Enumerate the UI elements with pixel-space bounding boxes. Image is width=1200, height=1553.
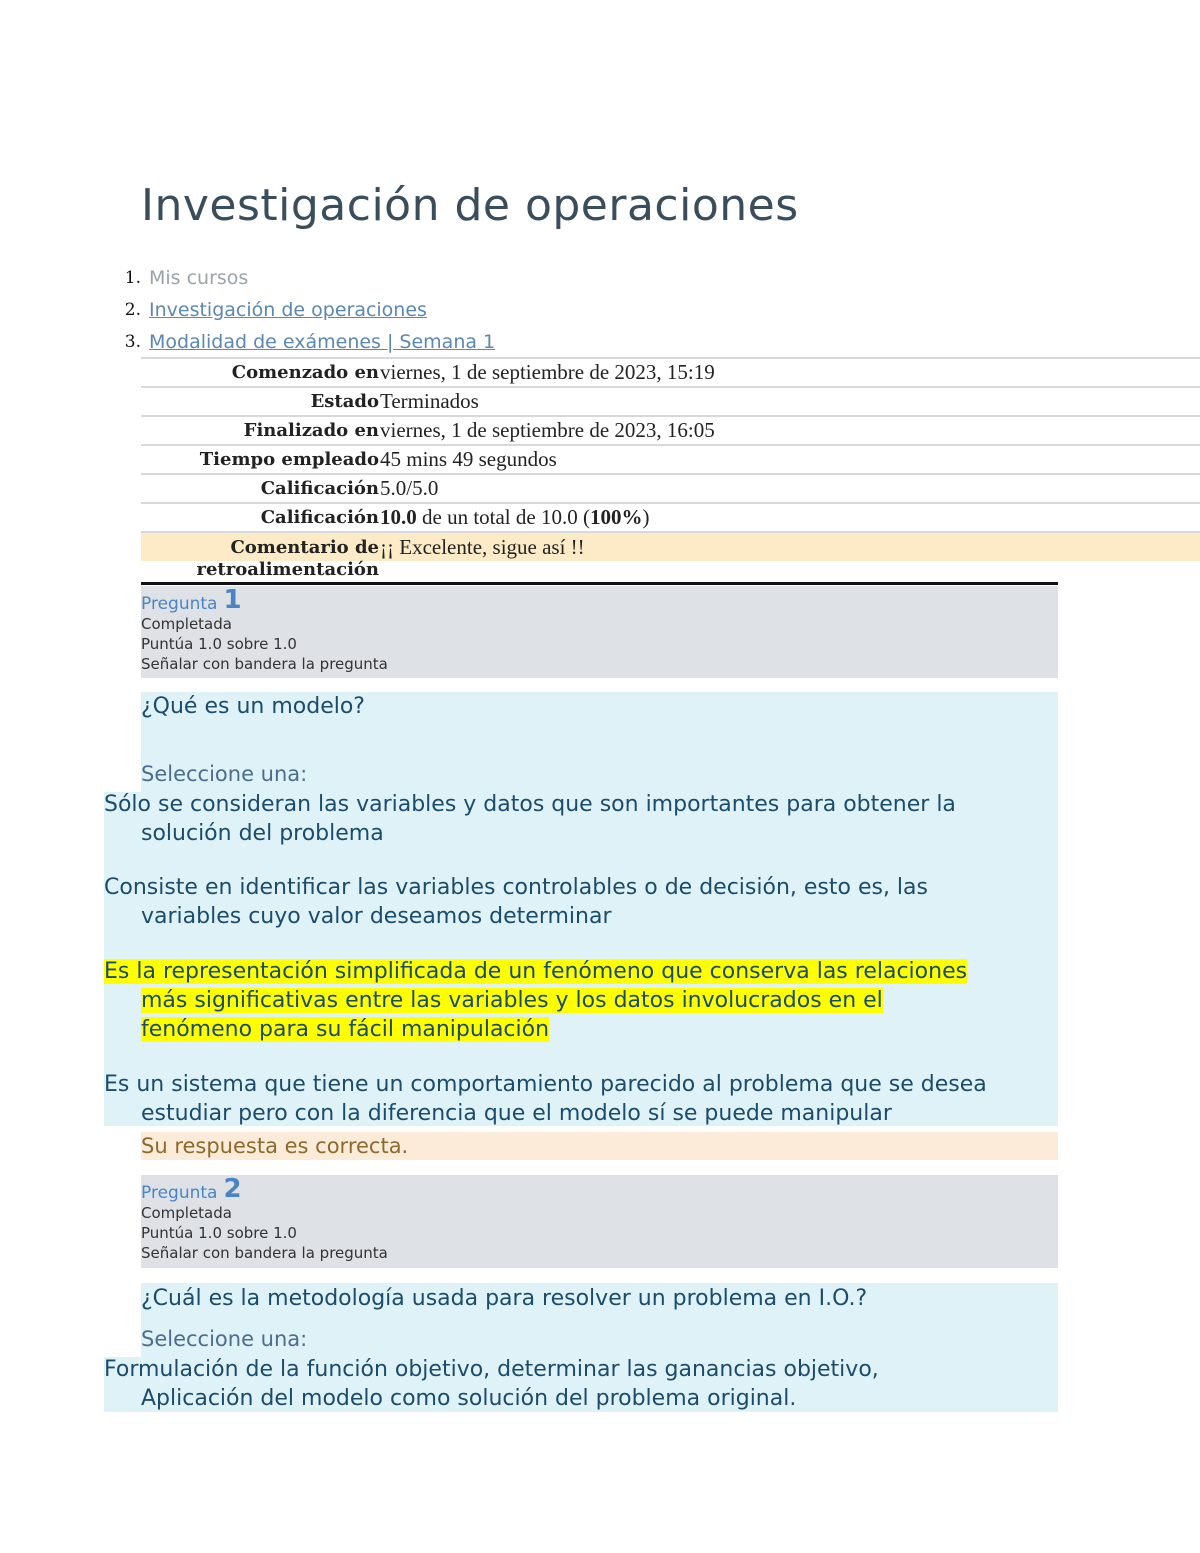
grade-value bbox=[379, 505, 649, 530]
summary-row-marks bbox=[141, 475, 1200, 504]
feedback-value: ¡¡ Excelente, sigue así !! bbox=[380, 534, 585, 559]
breadcrumb-item-exam[interactable] bbox=[71, 326, 495, 358]
grade-label: Calificación bbox=[260, 507, 379, 528]
select-one-label: Seleccione una: bbox=[141, 1327, 308, 1351]
question-text: ¿Cuál es la metodología usada para resolver un problema en I.O.? bbox=[141, 1286, 868, 1311]
question-status: Completada bbox=[141, 1204, 232, 1222]
answer-option-a[interactable] bbox=[104, 790, 956, 848]
answer-line-highlighted: más significativas entre las variables y los datos involucrados en el bbox=[141, 988, 883, 1013]
started-label: Comenzado en bbox=[231, 362, 379, 383]
answer-line-highlighted: fenómeno para su fácil manipulación bbox=[141, 1017, 550, 1042]
summary-row-state bbox=[141, 388, 1200, 417]
answer-line: solución del problema bbox=[141, 821, 384, 846]
answer-line-highlighted: Es la representación simplificada de un fenómeno que conserva las relaciones bbox=[104, 959, 968, 984]
question-score: Puntúa 1.0 sobre 1.0 bbox=[141, 635, 297, 653]
finished-label: Finalizado en bbox=[243, 420, 379, 441]
finished-value: viernes, 1 de septiembre de 2023, 16:05 bbox=[380, 418, 715, 442]
marks-label: Calificación bbox=[260, 478, 379, 499]
question-score: Puntúa 1.0 sobre 1.0 bbox=[141, 1224, 297, 1242]
summary-row-finished bbox=[141, 417, 1200, 446]
breadcrumb-link-my-courses[interactable]: Mis cursos bbox=[149, 267, 249, 289]
question-info-1 bbox=[141, 586, 1058, 678]
select-one-label: Seleccione una: bbox=[141, 762, 308, 786]
marks-value: 5.0/5.0 bbox=[380, 476, 439, 500]
question-number: 1 bbox=[223, 585, 242, 615]
breadcrumb bbox=[124, 262, 496, 358]
answer-line: Aplicación del modelo como solución del problema original. bbox=[141, 1386, 797, 1411]
answer-line: Sólo se consideran las variables y datos que son importantes para obtener la bbox=[104, 792, 956, 817]
grade-total: de un total de 10.0 ( bbox=[416, 505, 590, 529]
question-number: 2 bbox=[223, 1174, 242, 1204]
question-heading bbox=[141, 1175, 1058, 1203]
summary-row-grade bbox=[141, 504, 1200, 533]
breadcrumb-link-exam[interactable]: Modalidad de exámenes | Semana 1 bbox=[149, 331, 496, 353]
question-heading bbox=[141, 586, 1058, 614]
answer-line: estudiar pero con la diferencia que el modelo sí se puede manipular bbox=[141, 1101, 892, 1126]
feedback-label-line2: retroalimentación bbox=[196, 559, 379, 580]
flag-question-link[interactable]: Señalar con bandera la pregunta bbox=[141, 1244, 388, 1262]
page-title: Investigación de operaciones bbox=[141, 180, 799, 231]
answer-feedback: Su respuesta es correcta. bbox=[141, 1132, 1058, 1160]
answer-line: Consiste en identificar las variables controlables o de decisión, esto es, las bbox=[104, 875, 928, 900]
question-word: Pregunta bbox=[141, 1183, 218, 1203]
flag-question-link[interactable]: Señalar con bandera la pregunta bbox=[141, 655, 388, 673]
summary-row-time bbox=[141, 446, 1200, 475]
answer-option-d[interactable] bbox=[104, 1070, 987, 1128]
answer-line: Es un sistema que tiene un comportamiento parecido al problema que se desea bbox=[104, 1072, 987, 1097]
divider bbox=[141, 582, 1058, 585]
answer-line: Formulación de la función objetivo, determinar las ganancias objetivo, bbox=[104, 1357, 879, 1382]
breadcrumb-number: 1. bbox=[124, 268, 141, 288]
question-info-2 bbox=[141, 1175, 1058, 1268]
summary-row-started bbox=[141, 359, 1200, 388]
answer-line: variables cuyo valor deseamos determinar bbox=[141, 904, 612, 929]
answer-option-c-selected[interactable] bbox=[104, 957, 967, 1044]
question-status: Completada bbox=[141, 615, 232, 633]
time-label: Tiempo empleado bbox=[199, 449, 379, 470]
grade-percent: 100% bbox=[589, 505, 643, 529]
feedback-label: Comentario de bbox=[230, 536, 379, 558]
state-value: Terminados bbox=[380, 389, 479, 413]
time-value: 45 mins 49 segundos bbox=[380, 447, 557, 471]
grade-close: ) bbox=[642, 505, 650, 529]
question-word: Pregunta bbox=[141, 594, 218, 614]
attempt-summary-table bbox=[141, 357, 1200, 561]
answer-option-a[interactable] bbox=[104, 1355, 879, 1413]
breadcrumb-number: 2. bbox=[124, 300, 141, 320]
answer-option-b[interactable] bbox=[104, 873, 928, 931]
state-label: Estado bbox=[310, 391, 379, 412]
grade-score: 10.0 bbox=[380, 505, 417, 529]
question-text: ¿Qué es un modelo? bbox=[141, 694, 365, 719]
breadcrumb-link-course[interactable]: Investigación de operaciones bbox=[149, 299, 427, 321]
breadcrumb-item-course[interactable] bbox=[71, 294, 495, 326]
breadcrumb-item-my-courses[interactable] bbox=[71, 262, 495, 294]
summary-row-feedback bbox=[141, 533, 1200, 561]
started-value: viernes, 1 de septiembre de 2023, 15:19 bbox=[380, 360, 715, 384]
breadcrumb-number: 3. bbox=[124, 332, 141, 352]
